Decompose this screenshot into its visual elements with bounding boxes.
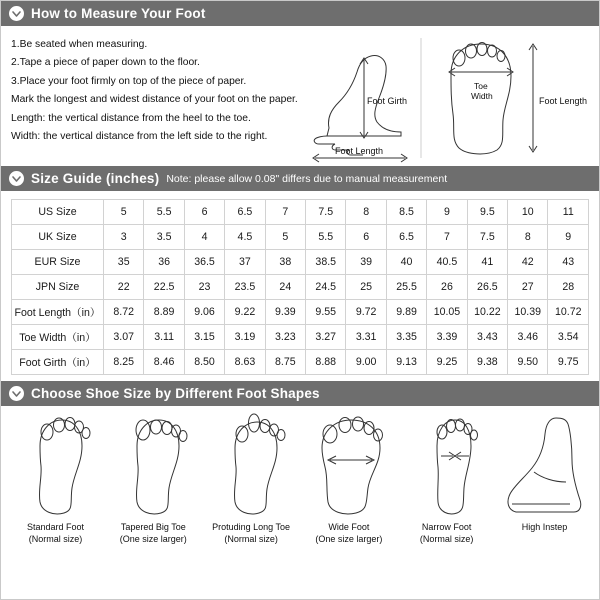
table-cell: 3.31 [346,325,386,350]
table-cell: 9.06 [184,300,224,325]
foot-shape-sub: (Normal size) [419,534,474,544]
table-cell: 40 [386,250,426,275]
foot-narrow-icon [407,412,487,517]
table-cell: 3.46 [508,325,548,350]
foot-wide-icon [306,412,392,517]
table-cell: 9.39 [265,300,305,325]
table-cell: 10.72 [548,300,589,325]
foot-shape-item [203,412,300,556]
table-cell: 3.5 [144,225,184,250]
table-row-header: Toe Width（in） [12,325,104,350]
foot-shape-sub: (Normal size) [224,534,278,544]
foot-shape-sub: (One size larger) [119,534,187,544]
chevron-down-icon [9,386,24,401]
table-cell: 3.35 [386,325,426,350]
table-cell: 8.72 [104,300,144,325]
measure-step: 1.Be seated when measuring. [11,39,148,50]
foot-shape-label [120,521,187,545]
foot-shape-sub: (Normal size) [28,534,83,544]
table-cell: 9.13 [386,350,426,375]
section-title-size-guide: Size Guide (inches) [31,171,160,186]
table-cell: 7.5 [306,200,346,225]
table-cell: 8 [508,225,548,250]
foot-shape-item [105,412,202,556]
table-cell: 8.75 [265,350,305,375]
foot-shape-name: Standard Foot [26,522,85,532]
table-cell: 7 [265,200,305,225]
foot-shape-name: Protuding Long Toe [212,522,291,532]
section-header-size-guide [1,166,599,191]
foot-shape-item [7,412,104,556]
foot-shape-label [420,521,474,545]
table-row [12,300,589,325]
table-cell: 42 [508,250,548,275]
measure-step: 2.Tape a piece of paper down to the floor. [11,57,200,69]
table-cell: 9.50 [508,350,548,375]
table-cell: 3.43 [467,325,507,350]
table-cell: 10 [508,200,548,225]
table-cell: 8 [346,200,386,225]
table-cell: 6 [346,225,386,250]
table-cell: 37 [225,250,265,275]
foot-shape-item [496,412,593,556]
table-cell: 8.89 [144,300,184,325]
table-cell: 3.23 [265,325,305,350]
table-cell: 9.25 [427,350,467,375]
table-cell: 8.25 [104,350,144,375]
table-cell: 10.05 [427,300,467,325]
table-cell: 25 [346,275,386,300]
measure-step: 3.Place your foot firmly on top of the piece of paper. [11,75,247,87]
table-cell: 5 [265,225,305,250]
table-cell: 28 [548,275,589,300]
table-cell: 10.22 [467,300,507,325]
table-cell: 8.88 [306,350,346,375]
label-toe-width: Toe [474,81,488,91]
foot-shape-name: Narrow Foot [421,522,472,532]
table-cell: 6 [184,200,224,225]
table-cell: 3.27 [306,325,346,350]
table-cell: 11 [548,200,589,225]
table-cell: 26 [427,275,467,300]
table-cell: 3 [104,225,144,250]
section-header-measure [1,1,599,26]
table-cell: 3.39 [427,325,467,350]
foot-shape-label [212,521,290,545]
table-cell: 9.22 [225,300,265,325]
table-row [12,325,589,350]
table-cell: 7 [427,225,467,250]
table-cell: 9.89 [386,300,426,325]
table-cell: 9.00 [346,350,386,375]
table-cell: 9.72 [346,300,386,325]
chevron-down-icon [9,171,24,186]
table-row-header: Foot Girth（in） [12,350,104,375]
table-cell: 40.5 [427,250,467,275]
chevron-down-icon [9,6,24,21]
table-cell: 24.5 [306,275,346,300]
table-cell: 3.54 [548,325,589,350]
table-cell: 26.5 [467,275,507,300]
size-guide-note: Note: please allow 0.08" differs due to manual measurement [166,172,448,185]
table-cell: 9.5 [467,200,507,225]
label-foot-length-side: Foot Length [335,146,384,156]
measure-step: Width: the vertical distance from the left side to the right. [11,131,268,143]
table-cell: 3.07 [104,325,144,350]
table-cell: 23 [184,275,224,300]
svg-text:Width: Width [471,91,493,101]
foot-shape-sub: (One size larger) [315,534,383,544]
table-cell: 5 [104,200,144,225]
foot-long-toe-icon [211,412,291,517]
table-cell: 25.5 [386,275,426,300]
measure-diagram [301,32,599,162]
table-row-header: UK Size [12,225,104,250]
table-row-header: EUR Size [12,250,104,275]
table-cell: 9 [548,225,589,250]
table-cell: 6.5 [386,225,426,250]
foot-shape-label [27,521,84,545]
table-row-header: JPN Size [12,275,104,300]
section-title-foot-shapes: Choose Shoe Size by Different Foot Shapes [31,386,320,401]
table-row [12,275,589,300]
foot-shape-name: Tapered Big Toe [120,522,186,532]
table-row-header: US Size [12,200,104,225]
foot-tapered-icon [113,412,193,517]
table-cell: 22.5 [144,275,184,300]
table-cell: 6.5 [225,200,265,225]
label-foot-girth: Foot Girth [367,96,408,106]
table-cell: 3.11 [144,325,184,350]
table-cell: 8.5 [386,200,426,225]
table-row [12,250,589,275]
table-cell: 9 [427,200,467,225]
table-cell: 8.46 [144,350,184,375]
table-row [12,200,589,225]
table-cell: 5.5 [306,225,346,250]
table-cell: 3.19 [225,325,265,350]
table-cell: 10.39 [508,300,548,325]
table-cell: 36 [144,250,184,275]
measure-instructions-block [1,26,599,166]
table-cell: 41 [467,250,507,275]
foot-high-instep-icon [498,412,590,517]
table-cell: 27 [508,275,548,300]
table-cell: 4.5 [225,225,265,250]
table-cell: 38.5 [306,250,346,275]
label-foot-length-top: Foot Length [539,96,588,106]
section-title-measure: How to Measure Your Foot [31,6,206,21]
table-cell: 4 [184,225,224,250]
table-row [12,225,589,250]
table-cell: 22 [104,275,144,300]
table-row-header: Foot Length（in） [12,300,104,325]
foot-shapes-row [1,406,599,556]
foot-shape-name: Wide Foot [328,522,370,532]
foot-shape-label [522,521,568,533]
table-cell: 8.50 [184,350,224,375]
table-cell: 9.38 [467,350,507,375]
measure-step: Mark the longest and widest distance of your foot on the paper. [11,94,298,106]
measure-steps-list [1,32,301,162]
foot-standard-icon [16,412,96,517]
table-cell: 36.5 [184,250,224,275]
table-cell: 7.5 [467,225,507,250]
foot-shape-label [315,521,382,545]
table-cell: 35 [104,250,144,275]
table-cell: 39 [346,250,386,275]
table-cell: 43 [548,250,589,275]
table-cell: 8.63 [225,350,265,375]
table-cell: 5.5 [144,200,184,225]
table-cell: 9.55 [306,300,346,325]
size-guide-table [11,199,589,375]
table-cell: 9.75 [548,350,589,375]
foot-shape-name: High Instep [521,522,568,532]
foot-shape-item [300,412,397,556]
section-header-foot-shapes [1,381,599,406]
table-cell: 23.5 [225,275,265,300]
foot-measure-diagram-svg [301,32,591,164]
measure-step: Length: the vertical distance from the heel to the toe. [11,112,251,124]
table-cell: 38 [265,250,305,275]
foot-shape-item [398,412,495,556]
table-cell: 24 [265,275,305,300]
table-row [12,350,589,375]
table-cell: 3.15 [184,325,224,350]
